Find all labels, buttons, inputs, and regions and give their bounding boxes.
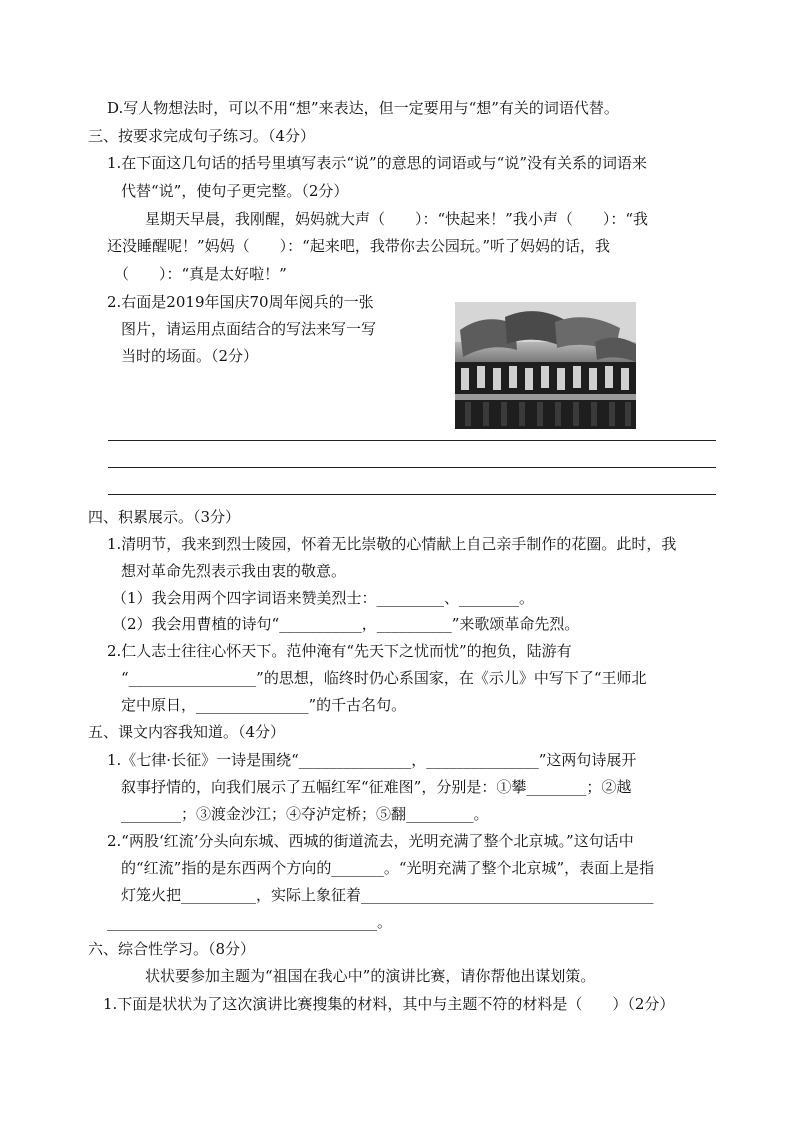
section-6-heading: 六、综合性学习。（8分） (88, 940, 256, 958)
question-4-2: 2.仁人志士往往心怀天下。范仲淹有“先天下之忧而忧”的抱负，陆游有 (107, 642, 572, 660)
question-3-1: 1.在下面这几句话的括号里填写表示“说”的意思的词语或与“说”没有关系的词语来 (107, 154, 647, 172)
question-5-1: 1.《七律·长征》一诗是围绕“_______________，_______________”这两句诗展开 (107, 751, 637, 769)
question-4-1-cont: 想对革命先烈表示我由衷的敬意。 (121, 562, 347, 580)
question-5-2-cont1: 的“红流”指的是东西两个方向的_______。“光明充满了整个北京城”，表面上是指 (121, 859, 655, 877)
question-5-2-cont2: 灯笼火把__________，实际上象征着_______________________________________ (121, 886, 654, 904)
passage-line-1: 星期天早晨，我刚醒，妈妈就大声（ ）：“快起来！”我小声（ ）：“我 (145, 210, 649, 228)
section-3-heading: 三、按要求完成句子练习。（4分） (88, 127, 316, 145)
question-3-1-cont: 代替“说”，使句子更完整。（2分） (121, 182, 349, 200)
question-5-2: 2.“两股‘红流’分头向东城、西城的街道流去，光明充满了整个北京城。”这句话中 (107, 832, 634, 850)
answer-line-3 (108, 494, 716, 495)
question-3-2-cont2: 当时的场面。（2分） (121, 347, 259, 365)
question-4-1-part2: （2）我会用曹植的诗句“___________，__________”来歌颂革命先烈。 (112, 615, 580, 633)
question-5-1-cont2: ________；③渡金沙江；④夺泸定桥；⑤翻_________。 (121, 805, 489, 823)
question-4-1: 1.清明节，我来到烈士陵园，怀着无比崇敬的心情献上自己亲手制作的花圈。此时，我 (107, 535, 677, 553)
parade-photo (455, 302, 636, 429)
passage-line-2: 还没睡醒呢！”妈妈（ ）：“起来吧，我带你去公园玩。”听了妈妈的话，我 (107, 237, 611, 255)
option-d: D.写人物想法时，可以不用“想”来表达，但一定要用与“想”有关的词语代替。 (107, 99, 619, 117)
passage-line-3: （ ）：“真是太好啦！” (114, 265, 287, 283)
question-6-1: 1.下面是状状为了这次演讲比赛搜集的材料，其中与主题不符的材料是（ ）（2分） (103, 995, 675, 1013)
question-4-2-cont2: 定中原日，_______________”的千古名句。 (121, 696, 407, 714)
section-4-heading: 四、积累展示。（3分） (88, 508, 241, 526)
answer-line-1 (108, 440, 716, 441)
question-3-2: 2.右面是2019年国庆70周年阅兵的一张 (107, 293, 374, 311)
question-4-2-cont1: “_________________”的思想，临终时仍心系国家，在《示儿》中写下了“王师北 (121, 669, 647, 687)
question-5-2-cont3: ____________________________________。 (107, 913, 393, 931)
question-3-2-cont1: 图片，请运用点面结合的写法来写一写 (121, 320, 377, 338)
question-5-1-cont1: 叙事抒情的，向我们展示了五幅红军“征难图”，分别是：①攀________；②越 (121, 778, 632, 796)
question-4-1-part1: （1）我会用两个四字词语来赞美烈士：_________、________。 (112, 589, 535, 607)
section-5-heading: 五、课文内容我知道。（4分） (88, 723, 286, 741)
section-6-intro: 状状要参加主题为“祖国在我心中”的演讲比赛，请你帮他出谋划策。 (145, 967, 596, 985)
answer-line-2 (108, 467, 716, 468)
